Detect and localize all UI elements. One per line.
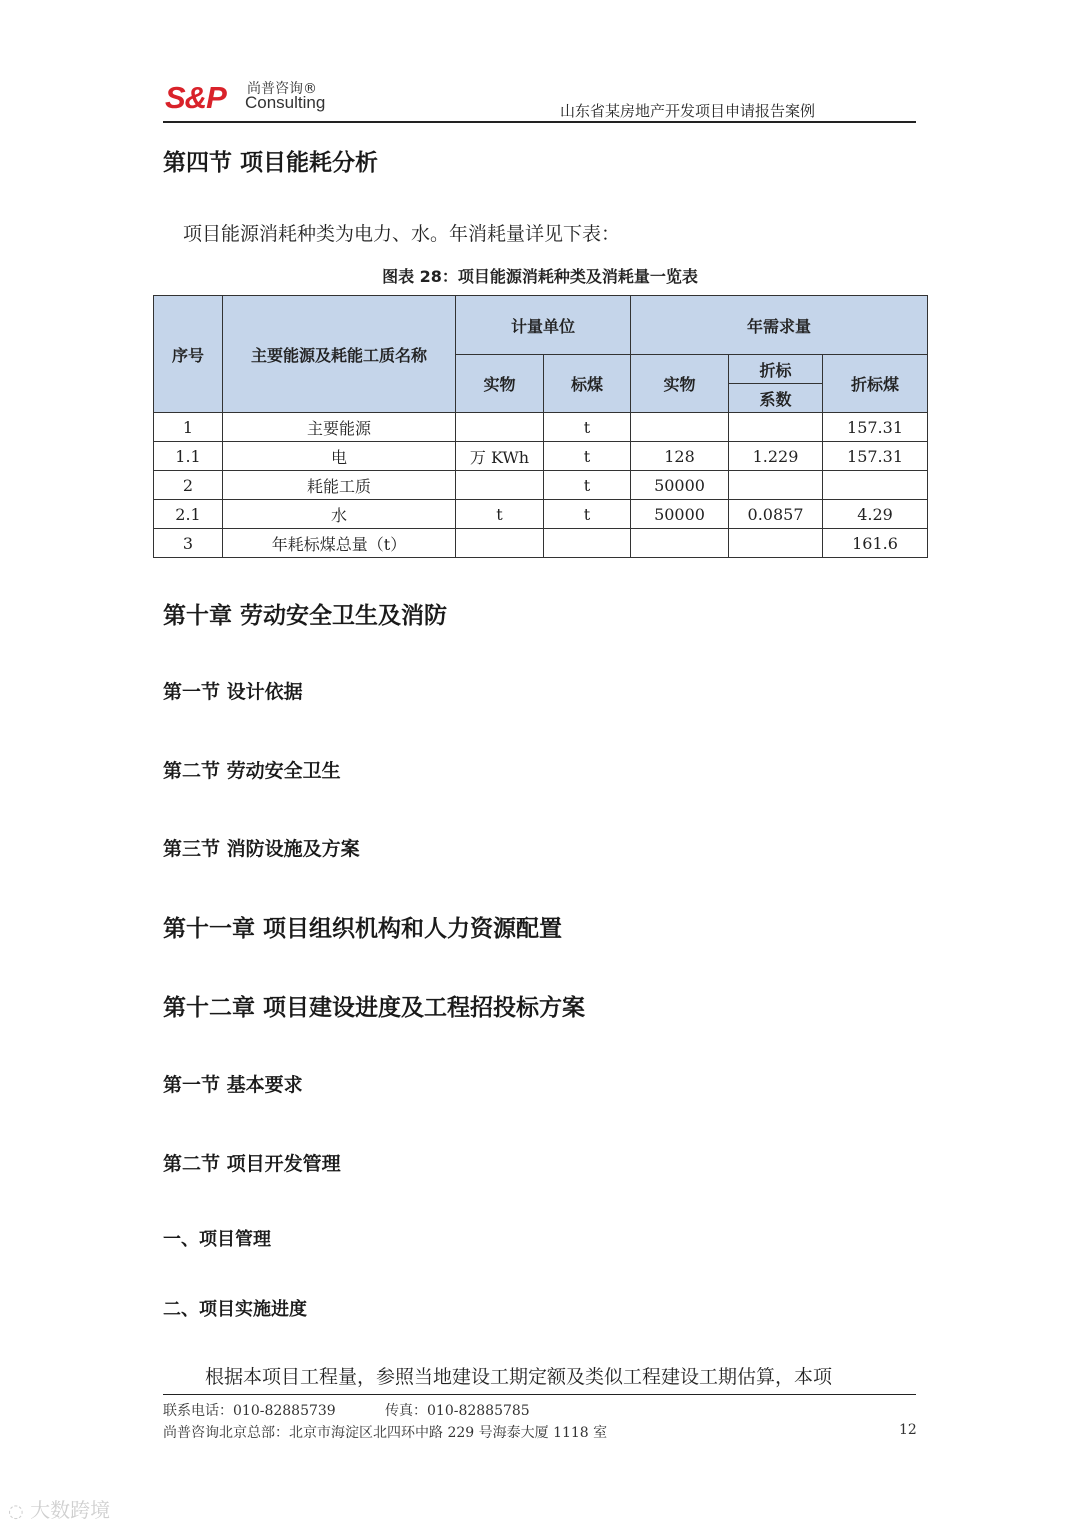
table-caption: 图表 28：项目能源消耗种类及消耗量一览表 [382, 267, 698, 286]
cell-coefficient [729, 413, 823, 442]
energy-intro-text: 项目能源消耗种类为电力、水。年消耗量详见下表： [183, 223, 621, 245]
section-title-labor-safety: 第二节 劳动安全卫生 [163, 760, 341, 782]
header-unit-coal: 标煤 [544, 355, 631, 413]
energy-consumption-table [153, 295, 928, 558]
cell-coal: 4.29 [823, 500, 928, 529]
logo-english-name: Consulting [245, 93, 326, 112]
cell-unit-coal: t [544, 413, 631, 442]
cell-coefficient: 0.0857 [729, 500, 823, 529]
cell-physical: 50000 [631, 471, 729, 500]
subsection-title-implementation-schedule: 二、项目实施进度 [163, 1299, 307, 1320]
cell-unit-coal: t [544, 471, 631, 500]
header-divider [163, 121, 916, 123]
cell-name: 年耗标煤总量（t） [223, 529, 456, 558]
chapter-title-12: 第十二章 项目建设进度及工程招投标方案 [163, 995, 586, 1021]
cell-seq: 3 [154, 529, 223, 558]
footer-divider [163, 1394, 916, 1395]
cell-unit-physical [456, 413, 544, 442]
cell-unit-physical: 万 KWh [456, 442, 544, 471]
cell-physical [631, 413, 729, 442]
header-unit-group: 计量单位 [456, 296, 631, 355]
running-header-title: 山东省某房地产开发项目申请报告案例 [560, 102, 816, 120]
footer-phone: 联系电话：010-82885739 [163, 1403, 336, 1419]
cell-seq: 2 [154, 471, 223, 500]
cell-physical: 50000 [631, 500, 729, 529]
cell-name: 电 [223, 442, 456, 471]
header-coefficient-bottom: 系数 [729, 384, 823, 413]
cell-seq: 1 [154, 413, 223, 442]
section-title-basic-requirements: 第一节 基本要求 [163, 1074, 303, 1096]
cell-coefficient: 1.229 [729, 442, 823, 471]
section-title-fire-protection: 第三节 消防设施及方案 [163, 838, 360, 860]
cell-coefficient [729, 471, 823, 500]
cell-coal: 157.31 [823, 413, 928, 442]
header-seq: 序号 [154, 296, 223, 413]
logo-mark: S&P [165, 80, 226, 115]
footer-fax: 传真：010-82885785 [385, 1403, 530, 1419]
subsection-title-project-management: 一、项目管理 [163, 1229, 271, 1250]
watermark-text: 大数跨境 [30, 1498, 111, 1522]
cell-unit-coal: t [544, 500, 631, 529]
header-energy-name: 主要能源及耗能工质名称 [223, 296, 456, 413]
cell-unit-coal [544, 529, 631, 558]
cell-coal: 157.31 [823, 442, 928, 471]
table-row [154, 529, 928, 558]
cell-name: 主要能源 [223, 413, 456, 442]
header-demand-coal: 折标煤 [823, 355, 928, 413]
company-logo [165, 78, 365, 118]
cell-unit-coal: t [544, 442, 631, 471]
cell-coal: 161.6 [823, 529, 928, 558]
logo-chinese-name: 尚普咨询® [247, 81, 317, 97]
cell-unit-physical [456, 529, 544, 558]
cell-seq: 1.1 [154, 442, 223, 471]
header-coefficient-top: 折标 [729, 355, 823, 384]
chapter-title-10: 第十章 劳动安全卫生及消防 [163, 603, 448, 629]
schedule-paragraph: 根据本项目工程量，参照当地建设工期定额及类似工程建设工期估算，本项 [205, 1366, 833, 1388]
page-number: 12 [899, 1422, 917, 1438]
header-demand-group: 年需求量 [631, 296, 928, 355]
cell-name: 耗能工质 [223, 471, 456, 500]
header-demand-physical: 实物 [631, 355, 729, 413]
watermark-logo-icon: ◌ [8, 1501, 24, 1522]
table-row [154, 471, 928, 500]
cell-name: 水 [223, 500, 456, 529]
footer-address: 尚普咨询北京总部：北京市海淀区北四环中路 229 号海泰大厦 1118 室 [163, 1425, 608, 1441]
chapter-title-11: 第十一章 项目组织机构和人力资源配置 [163, 916, 563, 942]
cell-physical: 128 [631, 442, 729, 471]
table-row [154, 500, 928, 529]
cell-coefficient [729, 529, 823, 558]
watermark [8, 1494, 110, 1523]
cell-unit-physical [456, 471, 544, 500]
cell-unit-physical: t [456, 500, 544, 529]
table-row [154, 413, 928, 442]
cell-physical [631, 529, 729, 558]
header-unit-physical: 实物 [456, 355, 544, 413]
table-row [154, 442, 928, 471]
cell-seq: 2.1 [154, 500, 223, 529]
section-title-development-management: 第二节 项目开发管理 [163, 1153, 341, 1175]
section-title-energy: 第四节 项目能耗分析 [163, 150, 379, 176]
cell-coal [823, 471, 928, 500]
section-title-design-basis: 第一节 设计依据 [163, 681, 303, 703]
